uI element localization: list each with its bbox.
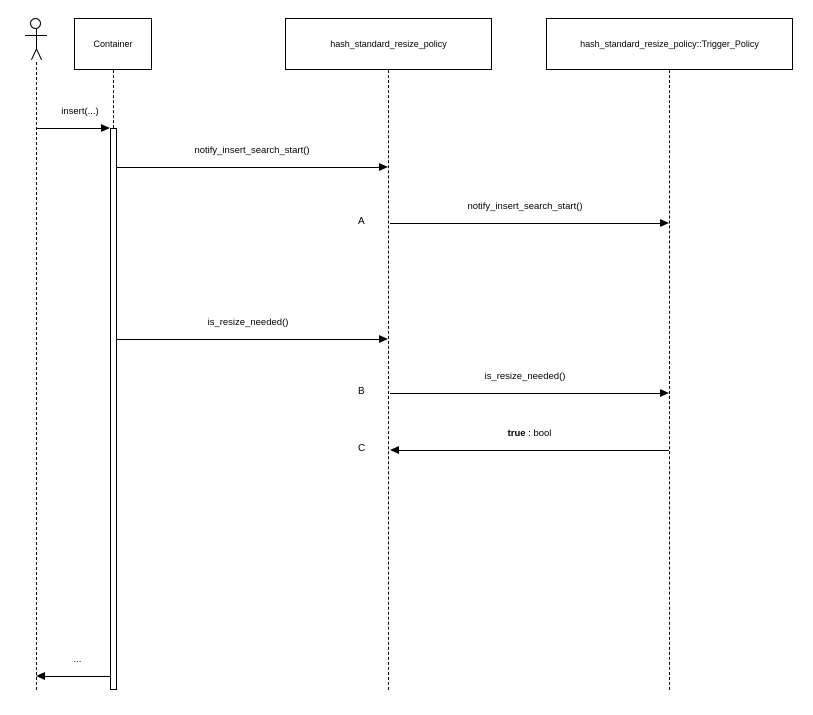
actor-body-icon <box>36 29 37 49</box>
arrow-head-right-icon <box>379 163 388 171</box>
message-line-notify-1 <box>117 167 379 168</box>
arrow-head-right-icon <box>379 335 388 343</box>
arrow-head-right-icon <box>101 124 110 132</box>
actor-arms-icon <box>25 35 47 36</box>
message-label-true-bool <box>390 428 669 439</box>
activation-bar-container <box>110 128 117 690</box>
actor-leg-right-icon <box>36 49 42 60</box>
lifeline-label-trigger: hash_standard_resize_policy::Trigger_Policy <box>580 38 759 49</box>
message-line-is-resize-needed-2 <box>390 393 660 394</box>
lifeline-dash-policy <box>388 70 389 690</box>
lifeline-head-container <box>74 18 152 70</box>
arrow-head-left-icon <box>390 446 399 454</box>
message-label-is-resize-needed-1: is_resize_needed() <box>207 317 289 328</box>
lifeline-head-trigger <box>546 18 793 70</box>
step-label-a: A <box>358 216 365 227</box>
message-line-insert <box>36 128 101 129</box>
lifeline-head-policy <box>285 18 492 70</box>
lifeline-label-policy: hash_standard_resize_policy <box>330 38 447 49</box>
message-label-insert: insert(...) <box>61 106 99 117</box>
message-line-is-resize-needed-1 <box>117 339 379 340</box>
arrow-head-right-icon <box>660 389 669 397</box>
message-label-notify-insert-search-start-1: notify_insert_search_start() <box>194 145 310 156</box>
lifeline-dash-trigger <box>669 70 670 690</box>
actor-head-icon <box>30 18 41 29</box>
message-label-ellipsis: ... <box>73 654 82 665</box>
arrow-head-right-icon <box>660 219 669 227</box>
message-label-notify-insert-search-start-2: notify_insert_search_start() <box>467 201 583 212</box>
message-label-is-resize-needed-2: is_resize_needed() <box>484 371 566 382</box>
lifeline-label-container: Container <box>93 38 133 49</box>
step-label-b: B <box>358 386 365 397</box>
arrow-head-left-icon <box>36 672 45 680</box>
step-label-c: C <box>358 443 366 454</box>
message-label-true: true <box>507 428 526 439</box>
message-line-return <box>45 676 110 677</box>
message-line-notify-2 <box>390 223 660 224</box>
message-label-bool-type: : bool <box>525 428 552 439</box>
message-line-true-bool <box>399 450 669 451</box>
lifeline-dash-actor <box>36 62 37 690</box>
